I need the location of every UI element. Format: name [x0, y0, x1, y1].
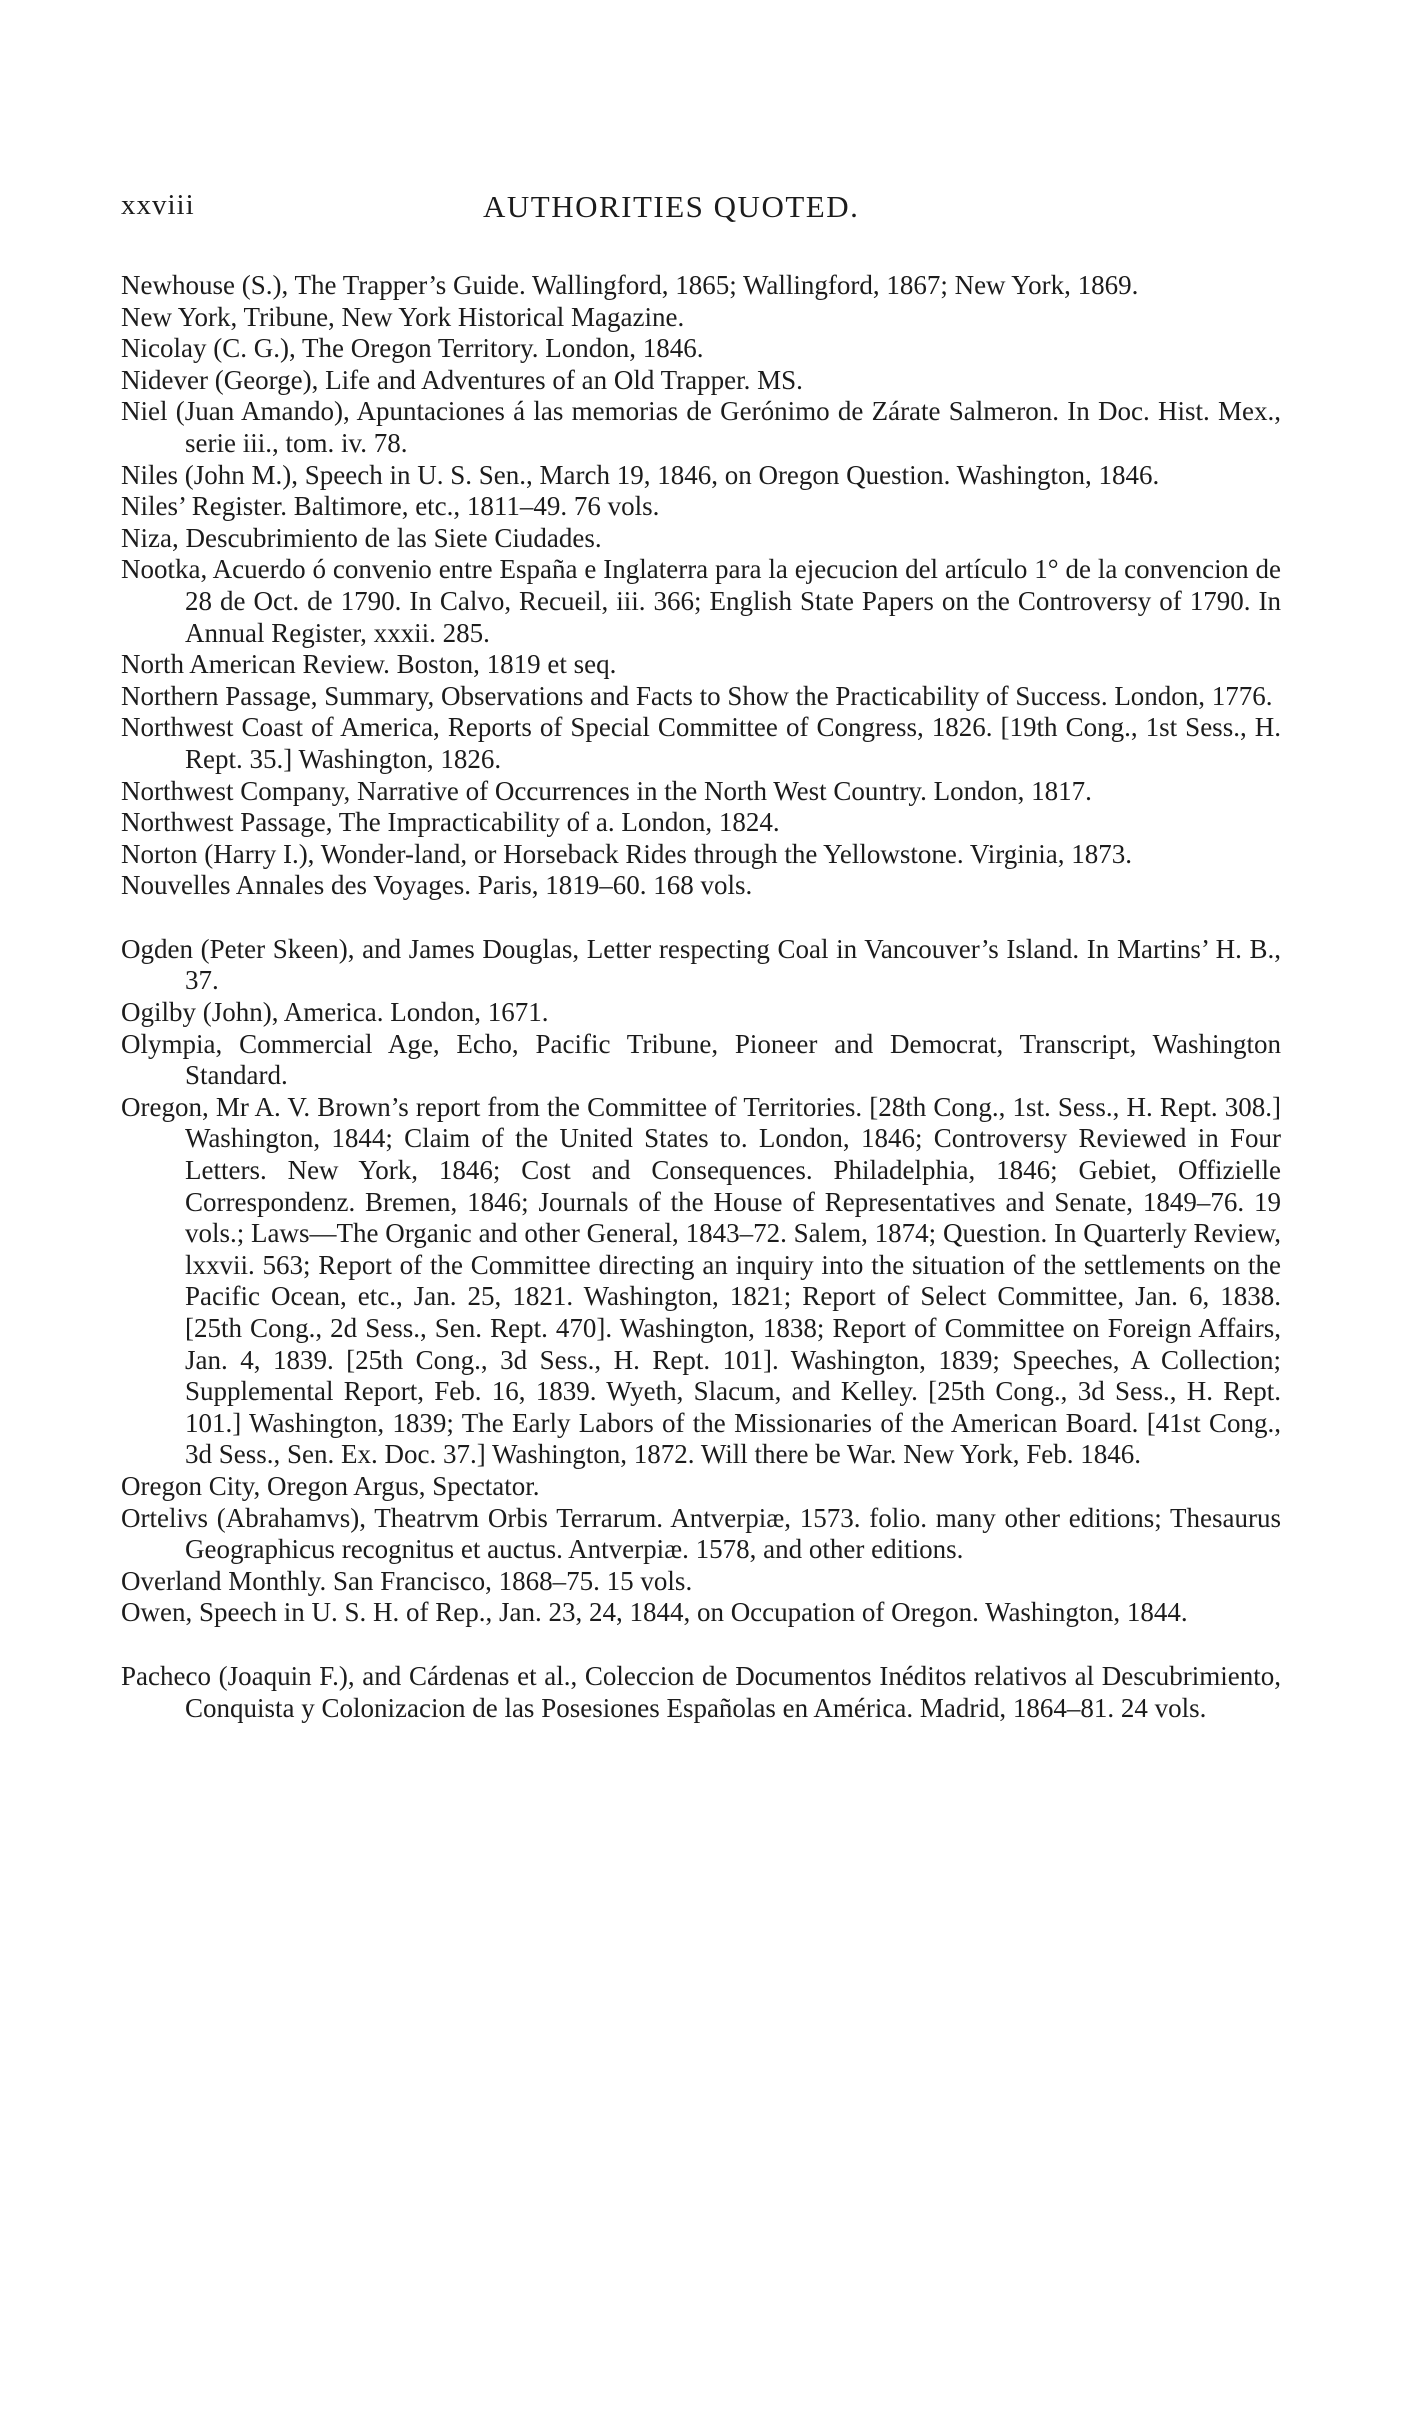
bibliography-entry: Niles (John M.), Speech in U. S. Sen., March 19, 1846, on Oregon Question. Washington, 1846.	[121, 459, 1160, 490]
bibliography-entry: Oregon City, Oregon Argus, Spectator.	[121, 1470, 540, 1501]
entry-group	[121, 1661, 1281, 1724]
bibliography-entry: North American Review. Boston, 1819 et seq.	[121, 649, 617, 680]
page-header	[121, 189, 1281, 229]
bibliography-entry: Northwest Coast of America, Reports of Special Committee of Congress, 1826. [19th Cong., 1st Sess., H. Rept. 35.] Washington, 1826.	[121, 712, 1281, 774]
bibliography-entry: Olympia, Commercial Age, Echo, Pacific Tribune, Pioneer and Democrat, Transcript, Washington Standard.	[121, 1028, 1281, 1091]
bibliography-entry: Ogilby (John), America. London, 1671.	[121, 997, 549, 1028]
entry-group	[121, 270, 1281, 902]
bibliography-entry: Niza, Descubrimiento de las Siete Ciudades.	[121, 522, 602, 553]
bibliography-entry: Norton (Harry I.), Wonder-land, or Horseback Rides through the Yellowstone. Virginia, 1873.	[121, 838, 1132, 869]
bibliography-entry: Nidever (George), Life and Adventures of an Old Trapper. MS.	[121, 364, 803, 395]
bibliography-entry: Nouvelles Annales des Voyages. Paris, 1819–60. 168 vols.	[121, 870, 753, 901]
bibliography-entry: Ortelivs (Abrahamvs), Theatrvm Orbis Terrarum. Antverpiæ, 1573. folio. many other editions; Thesaurus Geographicus recognitus et auctus. Antverpiæ. 1578, and other editions.	[121, 1502, 1281, 1565]
bibliography-entry: Ogden (Peter Skeen), and James Douglas, Letter respecting Coal in Vancouver’s Island. In Martins’ H. B., 37.	[121, 933, 1281, 996]
bibliography-entry: Nicolay (C. G.), The Oregon Territory. London, 1846.	[121, 333, 704, 364]
bibliography-entry: Niel (Juan Amando), Apuntaciones á las memorias de Gerónimo de Zárate Salmeron. In Doc. Hist. Mex., serie iii., tom. iv. 78.	[121, 396, 1281, 458]
bibliography-entry: Nootka, Acuerdo ó convenio entre España e Inglaterra para la ejecucion del artículo 1° de la convencion de 28 de Oct. de 1790. In Calvo, Recueil, iii. 366; English State Papers on the Controversy of 1790. In Annual Register, xxxii. 285.	[121, 554, 1281, 648]
bibliography-entry: Owen, Speech in U. S. H. of Rep., Jan. 23, 24, 1844, on Occupation of Oregon. Washington, 1844.	[121, 1597, 1188, 1628]
bibliography-entry: Niles’ Register. Baltimore, etc., 1811–49. 76 vols.	[121, 491, 660, 522]
entry-group	[121, 934, 1281, 1629]
bibliography-list	[121, 270, 1281, 1724]
bibliography-entry: Northwest Passage, The Impracticability of a. London, 1824.	[121, 807, 780, 838]
page-number: xxviii	[121, 189, 195, 221]
bibliography-entry: New York, Tribune, New York Historical Magazine.	[121, 301, 685, 332]
bibliography-entry: Overland Monthly. San Francisco, 1868–75. 15 vols.	[121, 1565, 693, 1596]
running-title: AUTHORITIES QUOTED.	[483, 189, 860, 224]
bibliography-entry: Oregon, Mr A. V. Brown’s report from the Committee of Territories. [28th Cong., 1st. Sess., H. Rept. 308.] Washington, 1844; Claim of the United States to. London, 1846; Controversy Reviewed in Four Letters. New York, 1846; Cost and Consequences. Philadelphia, 1846; Gebiet, Offizielle Correspondenz. Bremen, 1846; Journals of the House of Representatives and Senate, 1849–76. 19 vols.; Laws—The Organic and other General, 1843–72. Salem, 1874; Question. In Quarterly Review, lxxvii. 563; Report of the Committee directing an inquiry into the situation of the settlements on the Pacific Ocean, etc., Jan. 25, 1821. Washington, 1821; Report of Select Committee, Jan. 6, 1838. [25th Cong., 2d Sess., Sen. Rept. 470]. Washington, 1838; Report of Committee on Foreign Affairs, Jan. 4, 1839. [25th Cong., 3d Sess., H. Rept. 101]. Washington, 1839; Speeches, A Collection; Supplemental Report, Feb. 16, 1839. Wyeth, Slacum, and Kelley. [25th Cong., 3d Sess., H. Rept. 101.] Washington, 1839; The Early Labors of the Missionaries of the American Board. [41st Cong., 3d Sess., Sen. Ex. Doc. 37.] Washington, 1872. Will there be War. New York, Feb. 1846.	[121, 1091, 1281, 1470]
bibliography-entry: Northwest Company, Narrative of Occurrences in the North West Country. London, 1817.	[121, 775, 1092, 806]
bibliography-entry: Newhouse (S.), The Trapper’s Guide. Wallingford, 1865; Wallingford, 1867; New York, 1869.	[121, 270, 1139, 300]
bibliography-entry: Northern Passage, Summary, Observations and Facts to Show the Practicability of Success. London, 1776.	[121, 680, 1273, 711]
bibliography-entry: Pacheco (Joaquin F.), and Cárdenas et al., Coleccion de Documentos Inéditos relativos al Descubrimiento, Conquista y Colonizacion de las Posesiones Españolas en América. Madrid, 1864–81. 24 vols.	[121, 1660, 1281, 1723]
